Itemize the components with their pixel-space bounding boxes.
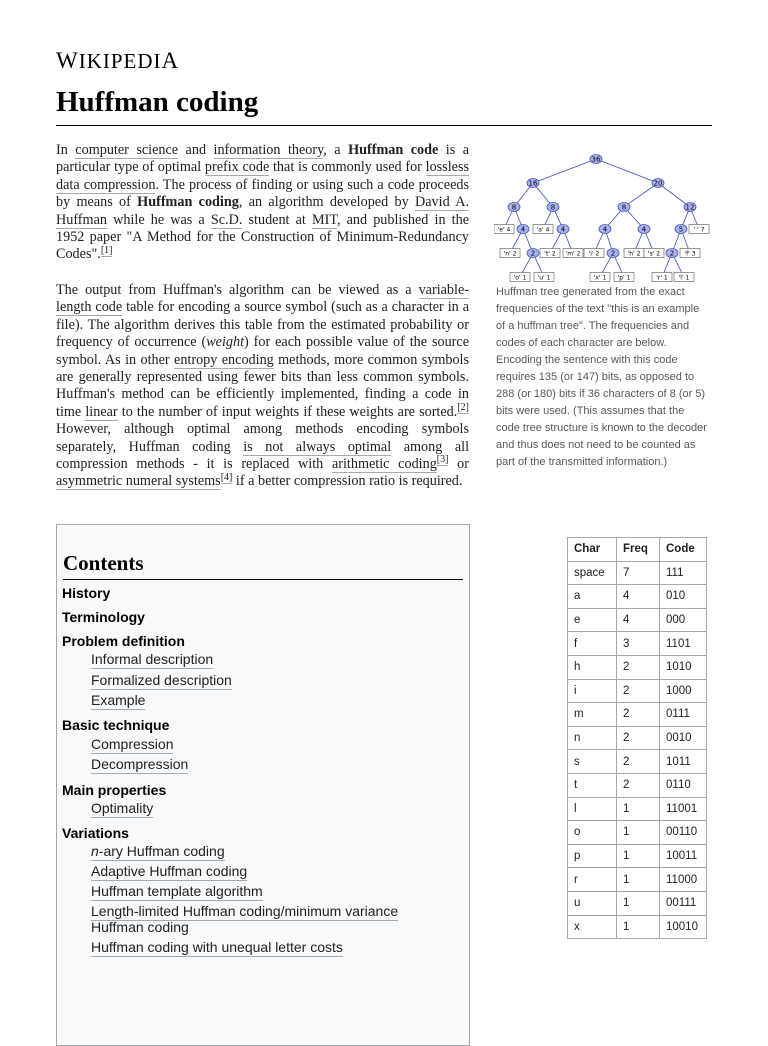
- link-arithmetic-coding[interactable]: arithmetic coding: [331, 456, 437, 473]
- cell-freq: 1: [617, 891, 660, 915]
- intro-paragraph-2: The output from Huffman's algorithm can be viewed as a variable-length code table for encoding a source symbol (such as a character in a file). The algorithm derives this table from the estimated probability or frequency of occurrence (weight) for each possible value of the source symbol. As in other entropy encoding methods, more common symbols are generally represented using fewer bits than less common symbols. Huffman's method can be efficiently implemented, finding a code in time linear to the number of input weights if these weights are sorted.[2] However, although optimal among methods encoding symbols separately, Huffman coding is not always optimal among all compression methods - it is replaced with arithmetic coding[3] or asymmetric numeral systems[4] if a better compression ratio is required.: [56, 282, 470, 490]
- table-row: [568, 797, 707, 821]
- tree-node: [638, 225, 650, 234]
- tree-leaf: [533, 225, 553, 234]
- wikipedia-wordmark[interactable]: [56, 48, 179, 74]
- link-variable-length-code[interactable]: variable-length code: [56, 282, 469, 316]
- cell-freq: 2: [617, 679, 660, 703]
- link-information-theory[interactable]: information theory: [213, 142, 324, 158]
- wordmark-rest: IKIPEDI: [78, 49, 162, 73]
- tree-leaf-label: 'p' 1: [617, 274, 631, 282]
- toc-item-main-properties[interactable]: Main properties: [62, 782, 167, 798]
- toc-item-length-limited[interactable]: Length-limited Huffman coding/minimum variance: [91, 903, 399, 919]
- toc-item-optimality[interactable]: Optimality: [91, 800, 154, 816]
- tree-node-label: 4: [560, 225, 566, 234]
- cell-code: 1011: [660, 750, 707, 774]
- toc-item-terminology[interactable]: Terminology: [62, 609, 145, 625]
- tree-leaf-label: ' ' 7: [693, 226, 705, 234]
- tree-leaf: [540, 249, 560, 258]
- cell-char: o: [568, 821, 617, 845]
- figure-caption: Huffman tree generated from the exact frequencies of the text "this is an example of a huffman tree". The frequencies and codes of each character are below. Encoding the sentence with this code requires 135 (or 147) bits, as opposed to 288 (or 180) bits if 36 characters of 8 (or 5) bits were used. (This assumes that the code tree structure is known to the decoder and thus does not need to be counted as part of the transmitted information.): [496, 286, 707, 468]
- tree-leaf-label: 'm' 2: [565, 250, 581, 258]
- tree-leaf: [534, 273, 554, 282]
- tree-node: [618, 203, 630, 212]
- tree-leaf-label: 't' 2: [544, 250, 556, 258]
- toc-divider: [63, 579, 463, 580]
- tree-leaf: [590, 273, 610, 282]
- tree-leaf-label: 'l' 1: [678, 274, 690, 282]
- tree-leaf: [584, 249, 604, 258]
- toc-title: Contents: [63, 551, 144, 575]
- link-scd[interactable]: Sc.D.: [210, 211, 243, 228]
- toc-item-basic-technique[interactable]: Basic technique: [62, 717, 170, 733]
- header-code: Code: [660, 538, 707, 562]
- tree-node: [684, 203, 696, 212]
- table-row: [568, 679, 707, 703]
- tree-leaf-label: 'h' 2: [627, 250, 641, 258]
- toc-item-adaptive-huffman-coding[interactable]: Adaptive Huffman coding: [91, 863, 248, 879]
- cell-code: 0010: [660, 726, 707, 750]
- title-rule: [56, 125, 712, 126]
- link-mit[interactable]: MIT: [311, 211, 337, 228]
- tree-node: [607, 249, 619, 258]
- toc-item-n-ary-huffman-coding[interactable]: [91, 843, 225, 861]
- toc-item-decompression[interactable]: Decompression: [91, 756, 189, 772]
- tree-node-label: 4: [520, 225, 526, 234]
- tree-leaf: [674, 273, 694, 282]
- tree-node: [517, 225, 529, 234]
- cell-freq: 2: [617, 750, 660, 774]
- table-row: [568, 915, 707, 939]
- tree-node-label: 20: [653, 179, 663, 188]
- cell-code: 0110: [660, 773, 707, 797]
- cell-char: l: [568, 797, 617, 821]
- cell-freq: 2: [617, 703, 660, 727]
- tree-node-label: 8: [621, 203, 627, 212]
- tree-node-label: 8: [550, 203, 556, 212]
- header-freq: Freq: [617, 538, 660, 562]
- toc-item-huffman-coding[interactable]: Huffman coding: [91, 919, 189, 935]
- table-of-contents: [56, 524, 470, 1046]
- tree-leaf-label: 'f' 3: [684, 250, 696, 258]
- table-row: [568, 561, 707, 585]
- cell-code: 00110: [660, 821, 707, 845]
- tree-node-label: 2: [669, 249, 675, 258]
- table-row: [568, 891, 707, 915]
- reference-2[interactable]: [2]: [457, 402, 469, 414]
- tree-node-label: 8: [511, 203, 517, 212]
- tree-node: [547, 203, 559, 212]
- link-not-always-optimal[interactable]: is not always optimal: [243, 438, 392, 455]
- tree-leaf-label: 'i' 2: [588, 250, 600, 258]
- cell-freq: 2: [617, 773, 660, 797]
- toc-item-example[interactable]: Example: [91, 692, 146, 708]
- cell-freq: 1: [617, 915, 660, 939]
- toc-item-formalized-description[interactable]: Formalized description: [91, 672, 232, 688]
- cell-freq: 7: [617, 561, 660, 585]
- tree-leaf: [510, 273, 530, 282]
- tree-leaf: [680, 249, 700, 258]
- n-ary-label: -ary Huffman coding: [98, 843, 225, 859]
- link-linear[interactable]: linear: [85, 403, 118, 420]
- table-row: [568, 703, 707, 727]
- cell-code: 10011: [660, 844, 707, 868]
- tree-node: [666, 249, 678, 258]
- cell-char: t: [568, 773, 617, 797]
- table-row: [568, 608, 707, 632]
- tree-node: [508, 203, 520, 212]
- tree-leaf: [614, 273, 634, 282]
- cell-char: a: [568, 585, 617, 609]
- cell-freq: 4: [617, 608, 660, 632]
- cell-char: m: [568, 703, 617, 727]
- table-row: [568, 773, 707, 797]
- tree-node-label: 16: [528, 179, 538, 188]
- tree-leaf: [689, 225, 709, 234]
- tree-node: [557, 225, 569, 234]
- cell-freq: 1: [617, 821, 660, 845]
- tree-node-label: 4: [641, 225, 647, 234]
- tree-leaf: [563, 249, 583, 258]
- link-prefix-code[interactable]: prefix code: [204, 159, 270, 176]
- wordmark-last: A: [161, 48, 180, 73]
- table-row: [568, 726, 707, 750]
- reference-1[interactable]: [1]: [100, 244, 113, 256]
- toc-item-variations[interactable]: Variations: [62, 825, 129, 841]
- cell-char: x: [568, 915, 617, 939]
- cell-code: 0111: [660, 703, 707, 727]
- tree-leaf: [652, 273, 672, 282]
- link-computer-science[interactable]: computer science: [75, 142, 179, 158]
- table-row: [568, 632, 707, 656]
- tree-node: [599, 225, 611, 234]
- cell-code: 010: [660, 585, 707, 609]
- table-row: [568, 585, 707, 609]
- tree-node-label: 12: [685, 203, 695, 212]
- cell-code: 11000: [660, 868, 707, 892]
- huffman-tree-figure[interactable]: [494, 150, 710, 284]
- cell-char: s: [568, 750, 617, 774]
- toc-item-history[interactable]: History: [62, 585, 111, 601]
- link-lossless-data-compression[interactable]: lossless data compression: [56, 159, 469, 193]
- tree-node-label: 2: [610, 249, 616, 258]
- link-asymmetric-numeral-systems[interactable]: asymmetric numeral systems: [56, 473, 221, 490]
- wordmark-first: W: [56, 48, 79, 73]
- table-row: [568, 844, 707, 868]
- tree-leaf: [644, 249, 664, 258]
- cell-code: 1101: [660, 632, 707, 656]
- tree-leaf-label: 'r' 1: [656, 274, 668, 282]
- n-italic: n: [91, 843, 99, 859]
- cell-freq: 1: [617, 797, 660, 821]
- cell-freq: 1: [617, 868, 660, 892]
- toc-item-informal-description[interactable]: Informal description: [91, 651, 214, 667]
- link-entropy-encoding[interactable]: entropy encoding: [174, 351, 274, 368]
- tree-leaf-label: 'x' 1: [593, 274, 607, 282]
- table-row: [568, 655, 707, 679]
- intro-paragraph-1: In computer science and information theory, a Huffman code is a particular type of optimal prefix code that is commonly used for lossless data compression. The process of finding or using such a code proceeds by means of Huffman coding, an algorithm developed by David A. Huffman while he was a Sc.D. student at MIT, and published in the 1952 paper "A Method for the Construction of Minimum-Redundancy Codes".[1]: [56, 142, 470, 263]
- tree-leaf-label: 'n' 2: [503, 250, 517, 258]
- cell-code: 1010: [660, 655, 707, 679]
- cell-char: r: [568, 868, 617, 892]
- reference-3[interactable]: [3]: [436, 454, 449, 466]
- cell-code: 11001: [660, 797, 707, 821]
- cell-freq: 3: [617, 632, 660, 656]
- tree-node: [590, 155, 602, 164]
- cell-char: p: [568, 844, 617, 868]
- cell-char: f: [568, 632, 617, 656]
- cell-code: 1000: [660, 679, 707, 703]
- toc-item-unequal-letter-costs[interactable]: Huffman coding with unequal letter costs: [91, 939, 343, 955]
- cell-code: 000: [660, 608, 707, 632]
- tree-node-label: 2: [530, 249, 536, 258]
- cell-freq: 2: [617, 655, 660, 679]
- cell-code: 111: [660, 561, 707, 585]
- cell-freq: 1: [617, 844, 660, 868]
- tree-edge: [533, 159, 596, 183]
- reference-4[interactable]: [4]: [220, 471, 233, 483]
- tree-leaf-label: 's' 2: [647, 250, 661, 258]
- page-title: Huffman coding: [56, 86, 259, 118]
- tree-node: [652, 179, 664, 188]
- table-row: [568, 821, 707, 845]
- frequency-table: [567, 537, 707, 939]
- tree-node-label: 36: [591, 155, 601, 164]
- cell-char: h: [568, 655, 617, 679]
- tree-leaf-label: 'a' 4: [536, 226, 550, 234]
- tree-node-label: 5: [678, 225, 684, 234]
- cell-char: e: [568, 608, 617, 632]
- toc-item-compression[interactable]: Compression: [91, 736, 174, 752]
- cell-char: n: [568, 726, 617, 750]
- tree-leaf: [494, 225, 514, 234]
- cell-char: space: [568, 561, 617, 585]
- tree-leaf-label: 'o' 1: [513, 274, 527, 282]
- cell-code: 10010: [660, 915, 707, 939]
- tree-node-label: 4: [602, 225, 608, 234]
- toc-item-huffman-template-algorithm[interactable]: Huffman template algorithm: [91, 883, 263, 899]
- link-david-huffman[interactable]: David A. Huffman: [56, 194, 469, 228]
- cell-code: 00111: [660, 891, 707, 915]
- tree-leaf-label: 'u' 1: [537, 274, 551, 282]
- table-row: [568, 750, 707, 774]
- tree-leaf: [624, 249, 644, 258]
- cell-freq: 2: [617, 726, 660, 750]
- table-row: [568, 868, 707, 892]
- tree-node: [675, 225, 687, 234]
- tree-node: [527, 179, 539, 188]
- cell-char: i: [568, 679, 617, 703]
- cell-freq: 4: [617, 585, 660, 609]
- toc-item-problem-definition[interactable]: Problem definition: [62, 633, 185, 649]
- cell-char: u: [568, 891, 617, 915]
- table-header-row: [568, 538, 707, 562]
- tree-leaf-label: 'e' 4: [497, 226, 511, 234]
- header-char: Char: [568, 538, 617, 562]
- tree-node: [527, 249, 539, 258]
- tree-leaf: [500, 249, 520, 258]
- tree-edge: [596, 159, 658, 183]
